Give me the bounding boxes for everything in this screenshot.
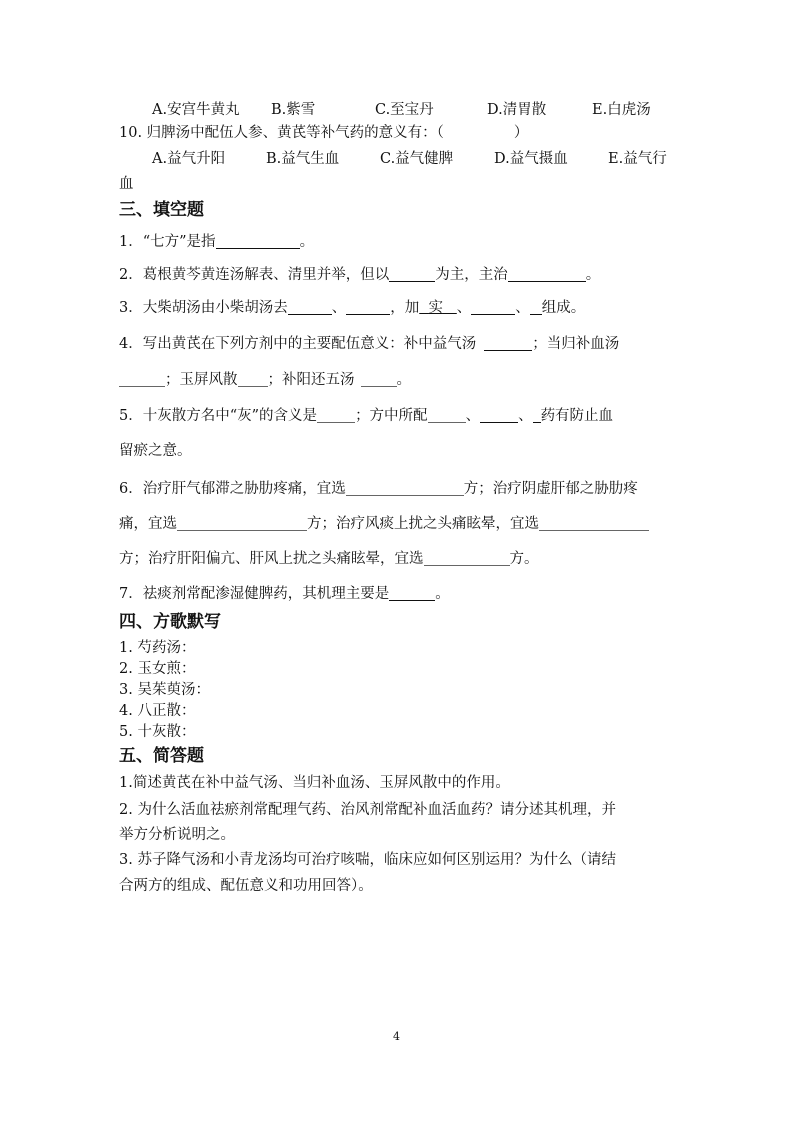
fill-blank[interactable]	[346, 481, 464, 496]
fill-q6-mid2: 痛，宜选	[119, 516, 177, 532]
q10-stem	[119, 123, 679, 143]
fill-blank[interactable]	[119, 372, 165, 387]
section-5-title: 五、简答题	[119, 746, 204, 766]
fill-q2-text: 2．葛根黄芩黄连汤解表、清里并举，但以	[119, 267, 390, 283]
q10-wrap: 血	[119, 176, 134, 192]
fill-q6-line1	[119, 479, 679, 499]
short-answer-q1: 1.简述黄芪在补中益气汤、当归补血汤、玉屏风散中的作用。	[119, 775, 510, 791]
separator: 、	[456, 300, 472, 316]
fill-q6-line3	[119, 549, 679, 569]
fill-q4-text: 4．写出黄芪在下列方剂中的主要配伍意义：补中益气汤	[119, 336, 477, 352]
fill-q3-filled-text: 实	[428, 300, 443, 316]
fill-q6-text: 6．治疗肝气郁滞之胁肋疼痛，宜选	[119, 481, 346, 497]
fill-blank[interactable]	[389, 267, 435, 282]
short-answer-q2-cont: 举方分析说明之。	[119, 827, 235, 843]
recite-item: 5. 十灰散：	[119, 724, 196, 740]
fill-blank[interactable]	[428, 408, 466, 423]
fill-q4-line1	[119, 334, 679, 354]
q10-option-b: B.益气生血	[266, 151, 340, 167]
q9-option-a: A.安宫牛黄丸	[152, 102, 240, 118]
fill-blank[interactable]	[177, 516, 307, 531]
short-answer-q2: 2. 为什么活血祛瘀剂常配理气药、治风剂常配补血活血药？请分述其机理，并	[119, 802, 616, 818]
q10-option-a: A.益气升阳	[152, 151, 226, 167]
q9-option-d: D.清胃散	[487, 102, 547, 118]
q10-text: 10. 归脾汤中配伍人参、黄芪等补气药的意义有：（	[119, 125, 444, 141]
page-number: 4	[393, 1030, 400, 1043]
fill-q3-text: 3．大柴胡汤由小柴胡汤去	[119, 300, 288, 316]
q10-option-e: E.益气行	[608, 151, 667, 167]
fill-blank[interactable]	[508, 267, 586, 282]
fill-q5-line2: 留瘀之意。	[119, 443, 192, 459]
q9-option-c: C.至宝丹	[375, 102, 434, 118]
fill-q1-end: 。	[299, 234, 315, 250]
recite-item: 1. 芍药汤：	[119, 640, 196, 656]
fill-q2-mid: 为主，主治	[435, 267, 508, 283]
short-answer-q3: 3. 苏子降气汤和小青龙汤均可治疗咳喘，临床应如何区别运用？为什么（请结	[119, 852, 616, 868]
fill-blank[interactable]	[530, 300, 542, 315]
q9-option-b: B.紫雪	[271, 102, 316, 118]
section-3-title: 三、填空题	[119, 200, 204, 220]
q10-option-d: D.益气摄血	[494, 151, 568, 167]
fill-q6-line2	[119, 514, 679, 534]
fill-q3	[119, 298, 679, 318]
fill-q5-line1	[119, 406, 679, 426]
fill-q5-text: 5．十灰散方名中“灰”的含义是	[119, 408, 318, 424]
fill-q7	[119, 584, 679, 604]
fill-q4-mid3: ；补阳还五汤	[267, 372, 355, 388]
fill-q4-end: 。	[396, 372, 411, 388]
fill-q5-mid2: 药有防止血	[540, 408, 614, 424]
fill-q7-end: 。	[435, 586, 450, 602]
q10-close-paren: ）	[513, 125, 529, 141]
section-4-title: 四、方歌默写	[119, 612, 221, 632]
recite-item: 4. 八正散：	[119, 703, 196, 719]
fill-q3-mid: ，加	[390, 300, 420, 316]
fill-blank[interactable]	[533, 408, 541, 423]
fill-q4-mid2: ；玉屏风散	[165, 372, 238, 388]
short-answer-q3-cont: 合两方的组成、配伍意义和功用回答）。	[119, 878, 373, 894]
fill-blank[interactable]	[288, 300, 332, 315]
recite-item: 2. 玉女煎：	[119, 661, 196, 677]
fill-q5-mid: ；方中所配	[355, 408, 428, 424]
fill-q3-filled	[419, 300, 457, 316]
fill-blank[interactable]	[539, 516, 649, 531]
fill-blank[interactable]	[361, 372, 397, 387]
fill-blank[interactable]	[424, 551, 510, 566]
q10-option-c: C.益气健脾	[380, 151, 454, 167]
fill-q6-mid4: 方；治疗肝阳偏亢、肝风上扰之头痛眩晕，宜选	[119, 551, 424, 567]
fill-blank[interactable]	[238, 372, 268, 387]
fill-blank[interactable]	[389, 586, 435, 601]
separator: 、	[465, 408, 481, 424]
separator: 、	[515, 300, 530, 316]
separator: 、	[331, 300, 347, 316]
fill-blank[interactable]	[346, 300, 390, 315]
fill-blank[interactable]	[471, 300, 515, 315]
fill-q6-mid3: 方；治疗风痰上扰之头痛眩晕，宜选	[307, 516, 539, 532]
fill-q7-text: 7．祛痰剂常配渗湿健脾药，其机理主要是	[119, 586, 390, 602]
fill-q2	[119, 265, 679, 285]
fill-blank[interactable]	[480, 408, 518, 423]
fill-q1-text: 1．“七方”是指	[119, 234, 216, 250]
fill-blank[interactable]	[216, 234, 300, 249]
q9-option-e: E.白虎汤	[592, 102, 651, 118]
fill-blank[interactable]	[484, 336, 532, 351]
fill-q6-mid1: 方；治疗阴虚肝郁之胁肋疼	[463, 481, 638, 497]
fill-q4-line2	[119, 370, 679, 390]
recite-item: 3. 吴茱萸汤：	[119, 682, 210, 698]
fill-q6-end: 方。	[509, 551, 539, 567]
fill-q4-mid1: ；当归补血汤	[532, 336, 620, 352]
fill-q2-end: 。	[585, 267, 601, 283]
separator: 、	[518, 408, 533, 424]
fill-q3-end: 组成。	[541, 300, 586, 316]
fill-blank[interactable]	[317, 408, 355, 423]
fill-q1	[119, 232, 679, 252]
